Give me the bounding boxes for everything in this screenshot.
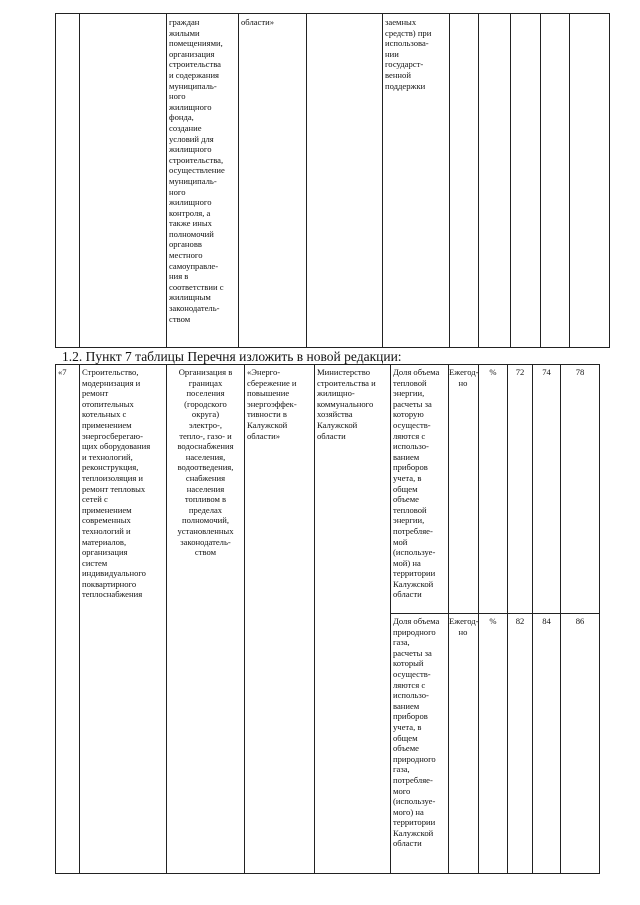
program-cell: области» <box>241 17 275 27</box>
organization-cell: Организация в границах поселения (городского округа) электро-, тепло-, газо- и водоснабжения населения, водоотведения, снабжения населения топливом в пределах полномочий, установленных законодатель- ством <box>177 367 234 558</box>
grid-line <box>79 13 80 348</box>
grid-line <box>449 13 450 348</box>
unit-cell: % <box>489 616 497 626</box>
grid-line <box>306 13 307 348</box>
value-cell: 78 <box>575 367 585 377</box>
value-cell: 86 <box>575 616 585 626</box>
activity-cell: Строительство, модернизация и ремонт отопительных котельных с применением энергосберегаю- щих оборудования и технологий, реконструкция, теплоизоляция и ремонт тепловых сетей с применением современных технологий и материалов, организация систем индивидуального поквартирного теплоснабжения <box>82 367 151 600</box>
grid-line <box>390 364 391 874</box>
housing-cell: граждан жилыми помещениями, организация строительства и содержания муниципаль- ного жилищного фонда, создание условий для жилищного строительства, осуществление муниципаль- ного жилищного контроля, а также иных полномочий органовв местного самоуправле- ния в соответствии с жилищным законодатель- ством <box>169 17 225 324</box>
grid-line <box>599 364 600 874</box>
grid-line <box>244 364 245 874</box>
grid-line <box>314 364 315 874</box>
grid-line <box>55 364 600 365</box>
sources-cell: заемных средств) при использова- нии государст- венной поддержки <box>385 17 432 91</box>
grid-line <box>609 13 610 348</box>
value-cell: 72 <box>515 367 525 377</box>
ministry-cell: Министерство строительства и жилищно- коммунального хозяйства Калужской области <box>317 367 376 441</box>
grid-line <box>55 13 56 348</box>
grid-line <box>55 347 610 348</box>
grid-line <box>390 613 600 614</box>
grid-line <box>382 13 383 348</box>
grid-line <box>540 13 541 348</box>
program-cell: «Энерго- сбережение и повышение энергоэффек- тивности в Калужской области» <box>247 367 297 441</box>
indicator-cell: Доля объема природного газа, расчеты за который осуществ- ляются с использо- ванием приборов учета, в общем объеме природного газа, потребляе- мого (используе- мого) на территории Калужской области <box>393 616 440 849</box>
grid-line <box>569 13 570 348</box>
value-cell: 74 <box>542 367 551 377</box>
period-cell: Ежегод- но <box>449 616 479 637</box>
grid-line <box>510 13 511 348</box>
value-cell: 82 <box>515 616 525 626</box>
grid-line <box>55 364 56 874</box>
unit-cell: % <box>489 367 497 377</box>
grid-line <box>79 364 80 874</box>
grid-line <box>55 873 600 874</box>
indicator-cell: Доля объема тепловой энергии, расчеты за которую осуществ- ляются с использо- ванием приборов учета, в общем объеме тепловой энергии, потребляе- мой (используе- мой) на территории Калужской области <box>393 367 440 600</box>
grid-line <box>478 13 479 348</box>
section-heading: 1.2. Пункт 7 таблицы Перечня изложить в новой редакции: <box>62 349 402 364</box>
item-number: «7 <box>58 367 67 377</box>
grid-line <box>238 13 239 348</box>
period-cell: Ежегод- но <box>449 367 479 388</box>
grid-line <box>166 13 167 348</box>
grid-line <box>55 13 610 14</box>
value-cell: 84 <box>542 616 551 626</box>
